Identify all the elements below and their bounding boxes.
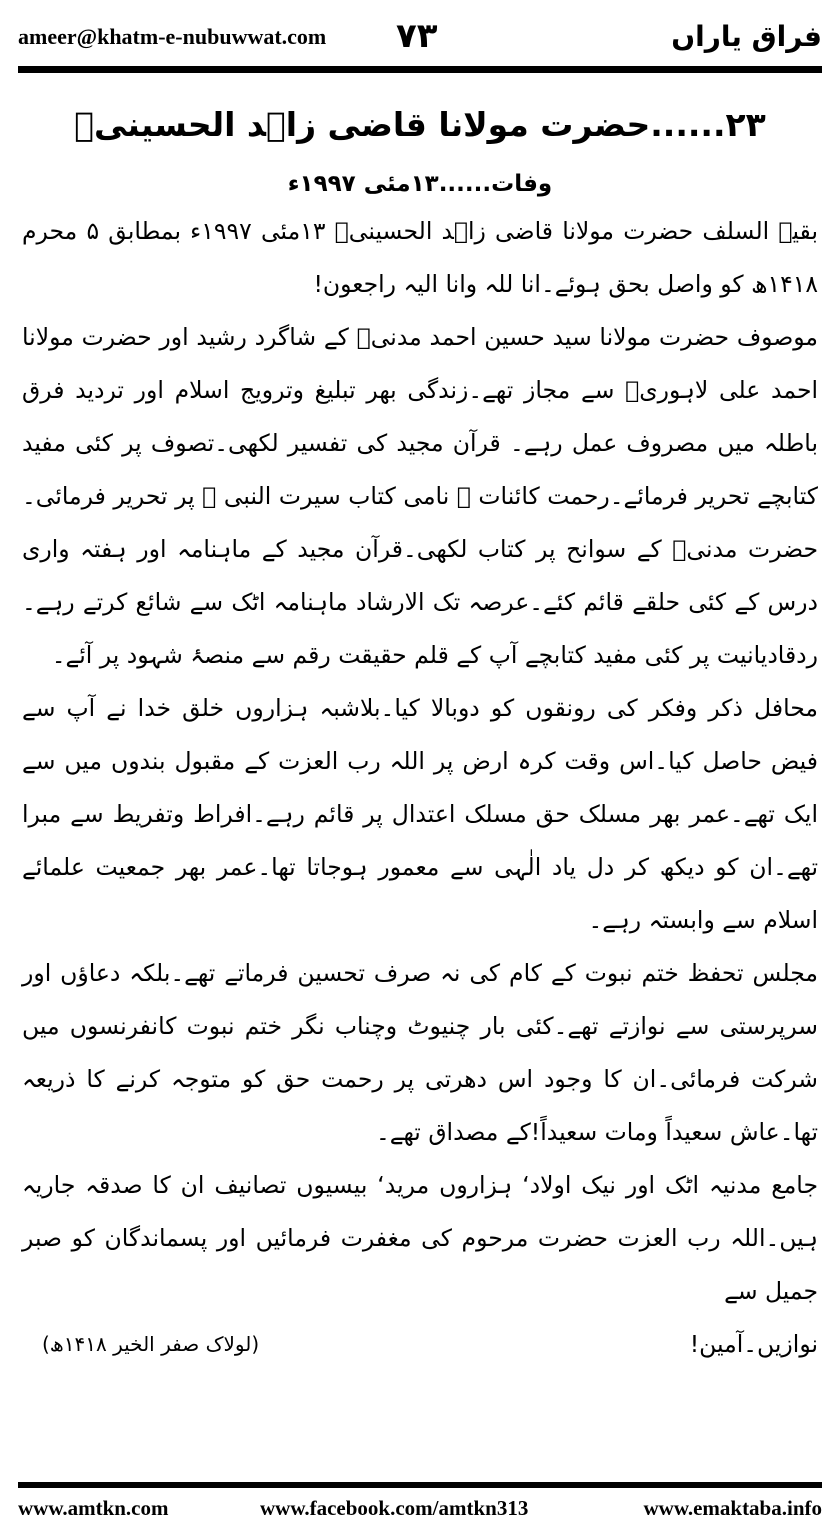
paragraph-4: مجلس تحفظ ختم نبوت کے کام کی نہ صرف تحسین فرماتے تھے۔بلکہ دعاؤں اور سرپرستی سے نوازتے تھے۔کئی بار چنیوٹ وچناب نگر ختم نبوت کانفرنسوں میں شرکت فرمائی۔ان کا وجود اس دھرتی پر رحمت حق کو متوجہ کرنے کا ذریعہ تھا۔عاش سعیداً ومات سعیداً!کے مصداق تھے۔	[22, 959, 818, 1146]
closing-text: نوازیں۔آمین!	[689, 1330, 818, 1358]
footer-divider	[18, 1482, 822, 1488]
paragraph-5: جامع مدنیہ اٹک اور نیک اولاد‘ ہزاروں مرید‘ بیسیوں تصانیف ان کا صدقہ جاریہ ہیں۔اللہ رب العزت حضرت مرحوم کی مغفرت فرمائیں اور پسماندگان کو صبر جمیل سے	[22, 1171, 818, 1305]
paragraph-1: بقیۃ السلف حضرت مولانا قاضی زاہد الحسینیؒ ۱۳مئی ۱۹۹۷ء بمطابق ۵ محرم ۱۴۱۸ھ کو واصل بحق ہوئے۔انا للہ وانا الیہ راجعون!	[22, 217, 818, 298]
header-divider	[18, 66, 822, 73]
closing-line	[22, 1318, 818, 1371]
page-header	[18, 14, 822, 60]
paragraph-2: موصوف حضرت مولانا سید حسین احمد مدنیؒ کے شاگرد رشید اور حضرت مولانا احمد علی لاہوریؒ سے مجاز تھے۔زندگی بھر تبلیغ وترویج اسلام اور تردید فرق باطلہ میں مصروف عمل رہے۔ قرآن مجید کی تفسیر لکھی۔تصوف پر کئی مفید کتابچے تحریر فرمائے۔رحمت کائنات ﷺ نامی کتاب سیرت النبی ﷺ پر تحریر فرمائی۔حضرت مدنیؒ کے سوانح پر کتاب لکھی۔قرآن مجید کے ماہنامہ اور ہفتہ واری درس کے کئی حلقے قائم کئے۔عرصہ تک الارشاد ماہنامہ اٹک سے شائع کرتے رہے۔ردقادیانیت پر کئی مفید کتابچے آپ کے قلم حقیقت رقم سے منصۂ شہود پر آئے۔	[22, 323, 818, 669]
page-footer	[18, 1496, 822, 1526]
footer-link-amtkn[interactable]: www.amtkn.com	[18, 1496, 169, 1520]
paragraph-3: محافل ذکر وفکر کی رونقوں کو دوبالا کیا۔بلاشبہ ہزاروں خلق خدا نے آپ سے فیض حاصل کیا۔اس وقت کرہ ارض پر اللہ رب العزت کے مقبول بندوں میں سے ایک تھے۔عمر بھر مسلک حق مسلک اعتدال پر قائم رہے۔افراط وتفریط سے مبرا تھے۔ان کو دیکھ کر دل یاد الٰہی سے معمور ہوجاتا تھا۔عمر بھر جمعیت علمائے اسلام سے وابستہ رہے۔	[22, 694, 818, 934]
death-date: وفات......۱۳مئی ۱۹۹۷ء	[287, 171, 553, 197]
footer-link-emaktaba[interactable]: www.emaktaba.info	[643, 1496, 822, 1520]
book-title: فراق یاراں	[671, 20, 822, 53]
article	[22, 95, 818, 1371]
footer-link-facebook[interactable]: www.facebook.com/amtkn313	[260, 1496, 529, 1520]
page-number: ۷۳	[396, 16, 438, 56]
header-email[interactable]: ameer@khatm-e-nubuwwat.com	[18, 24, 327, 49]
article-title: ۲۳......حضرت مولانا قاضی زاہد الحسینیؒ	[74, 105, 766, 144]
source-citation: (لولاک صفر الخیر ۱۴۱۸ھ)	[42, 1332, 260, 1356]
